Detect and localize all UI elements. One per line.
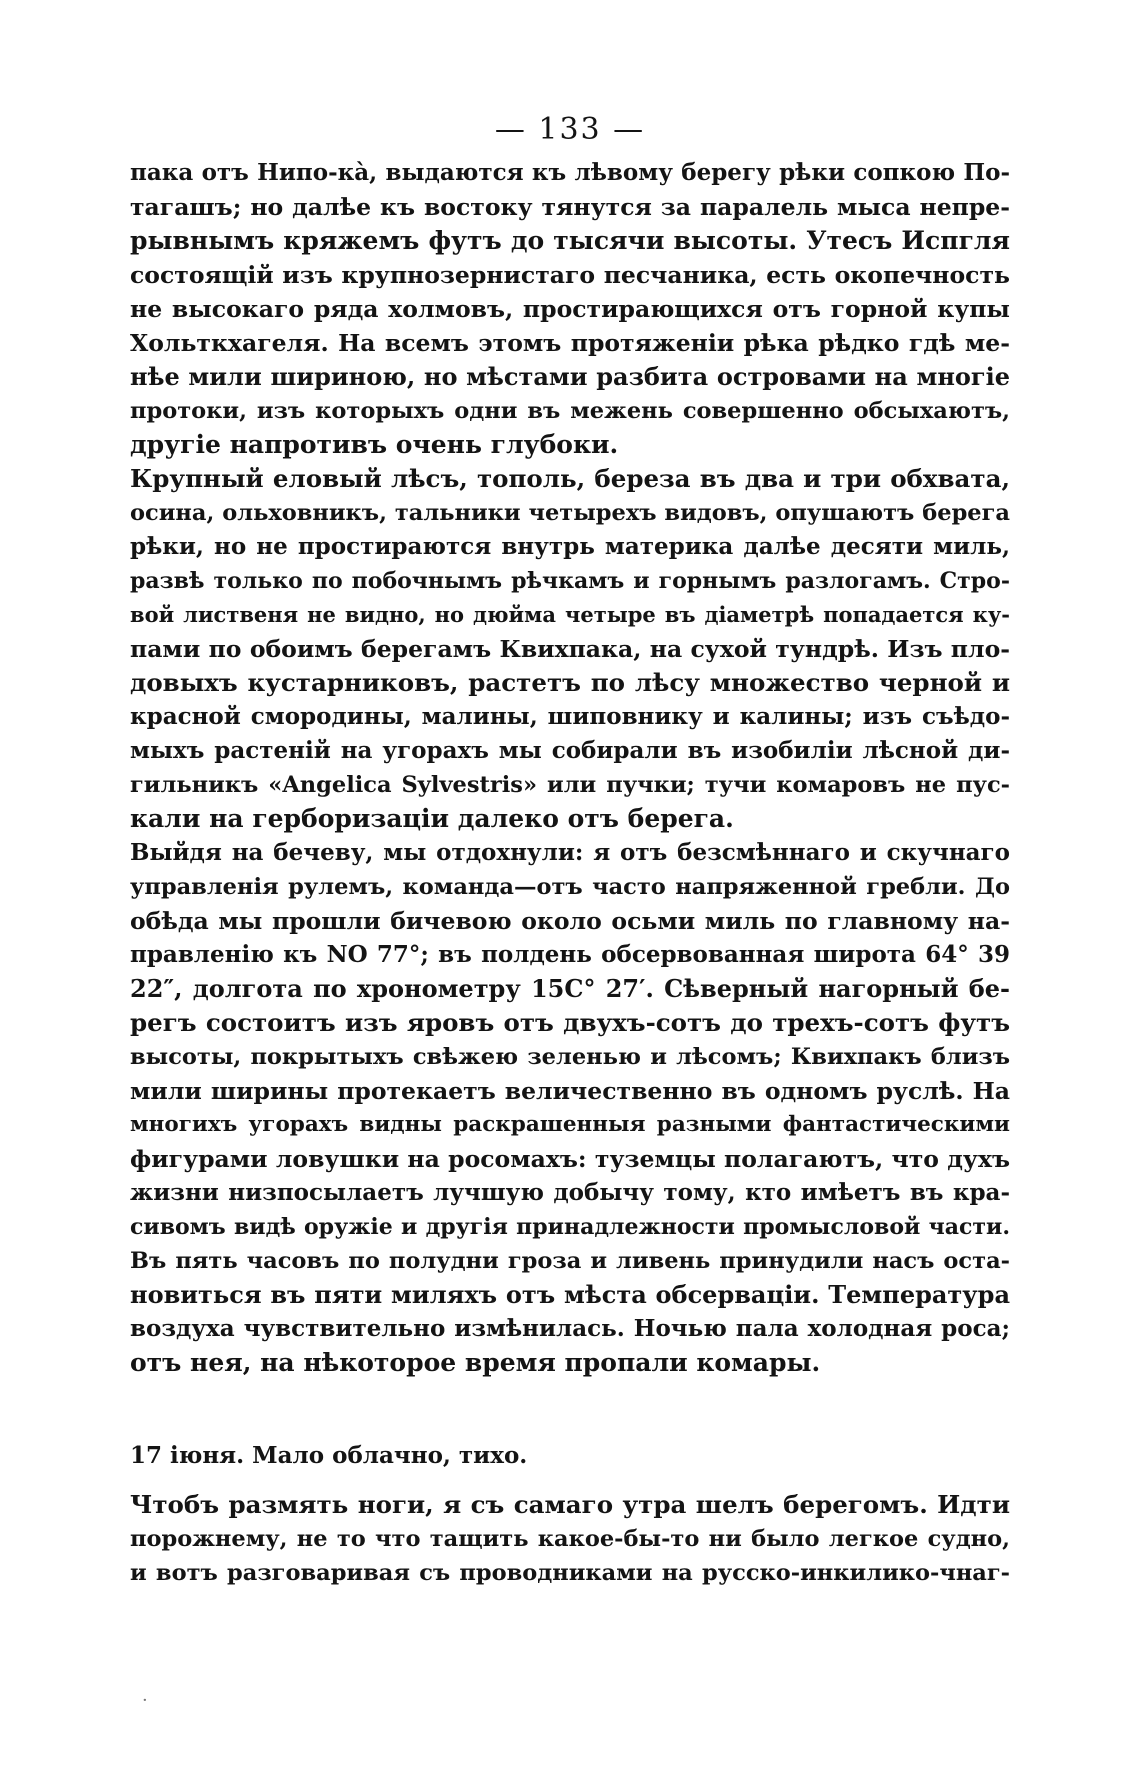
text-line: развѣ только по побочнымъ рѣчкамъ и горнымъ разлогамъ. Стро- [130, 568, 1010, 594]
text-line: жизни низпосылаетъ лучшую добычу тому, кто имѣетъ въ кра- [130, 1179, 1010, 1206]
text-line: осина, ольховникъ, тальники четырехъ видовъ, опушаютъ берега [130, 500, 1010, 526]
text-line: Хольткхагеля. На всемъ этомъ протяженіи рѣка рѣдко гдѣ ме- [130, 329, 1010, 357]
paragraph-3 [130, 836, 1010, 1380]
text-line: новиться въ пяти миляхъ отъ мѣста обсерваціи. Температура [130, 1280, 1010, 1309]
date-entry: 17 іюня. Мало облачно, тихо. [130, 1442, 528, 1469]
text-line: высоты, покрытыхъ свѣжею зеленью и лѣсомъ; Квихпакъ близъ [130, 1044, 1010, 1070]
scan-speck: · [142, 1690, 148, 1711]
text-line: Крупный еловый лѣсъ, тополь, береза въ два и три обхвата, [130, 464, 1010, 493]
text-line: тагашъ; но далѣе къ востоку тянутся за паралель мыса непре- [130, 193, 1010, 221]
text-line: гильникъ «Angelica Sylvestris» или пучки; тучи комаровъ не пус- [130, 772, 1010, 798]
paragraph-1 [130, 156, 1010, 462]
text-line: другіе напротивъ очень глубоки. [130, 430, 619, 459]
text-line: и вотъ разговаривая съ проводниками на русско-инкилико-чнаг- [130, 1560, 1010, 1586]
text-line: рывнымъ кряжемъ футъ до тысячи высоты. Утесъ Испгля [130, 226, 1010, 255]
text-line: протоки, изъ которыхъ одни въ межень совершенно обсыхаютъ, [130, 398, 1010, 424]
text-line: сивомъ видѣ оружіе и другія принадлежности промысловой части. [130, 1214, 1010, 1240]
text-line: кали на герборизаціи далеко отъ берега. [130, 804, 734, 833]
text-line: порожнему, не то что тащить какое-бы-то ни было легкое судно, [130, 1526, 1010, 1552]
text-line: Въ пять часовъ по полудни гроза и ливень принудили насъ оста- [130, 1248, 1010, 1274]
main-text [130, 156, 1010, 1380]
text-line: мыхъ растеній на угорахъ мы собирали въ изобиліи лѣсной ди- [130, 737, 1010, 764]
text-line: пака отъ Нипо-ка̀, выдаются къ лѣвому берегу рѣки сопкою По- [130, 159, 1010, 186]
text-line: рѣки, но не простираются внутрь материка далѣе десяти миль, [130, 533, 1010, 560]
text-line: не высокаго ряда холмовъ, простирающихся отъ горной купы [130, 295, 1010, 323]
text-line: многихъ угорахъ видны раскрашенныя разными фантастическими [130, 1112, 1010, 1137]
text-line: мили ширины протекаетъ величественно въ одномъ руслѣ. На [130, 1077, 1010, 1105]
text-line: Чтобъ размять ноги, я съ самаго утра шелъ берегомъ. Идти [130, 1490, 1010, 1519]
text-line: довыхъ кустарниковъ, растетъ по лѣсу множество черной и [130, 668, 1010, 697]
text-line: воздуха чувствительно измѣнилась. Ночью пала холодная роса; [130, 1315, 1010, 1342]
text-line: управленія рулемъ, команда—отъ часто напряженной гребли. До [130, 874, 1010, 900]
text-line: нѣе мили шириною, но мѣстами разбита островами на многіе [130, 362, 1010, 391]
paragraph-2 [130, 462, 1010, 836]
text-line: 22″, долгота по хронометру 15С° 27′. Сѣверный нагорный бе- [130, 974, 1010, 1003]
paragraph-4 [130, 1488, 1010, 1590]
text-line: вой лиственя не видно, но дюйма четыре въ діаметрѣ попадается ку- [130, 602, 1010, 627]
text-line: красной смородины, малины, шиповнику и калины; изъ съѣдо- [130, 703, 1010, 730]
text-line: регъ состоитъ изъ яровъ отъ двухъ-сотъ до трехъ-сотъ футъ [130, 1008, 1010, 1037]
text-line: пами по обоимъ берегамъ Квихпака, на сухой тундрѣ. Изъ пло- [130, 635, 1010, 663]
text-line: состоящій изъ крупнозернистаго песчаника, есть окопечность [130, 261, 1010, 289]
text-line: обѣда мы прошли бичевою около осьми миль по главному на- [130, 907, 1010, 935]
text-line: отъ нея, на нѣкоторое время пропали комары. [130, 1348, 821, 1377]
text-line: правленію къ NO 77°; въ полдень обсервованная широта 64° 39 [130, 941, 1010, 968]
page-number-header: — 133 — [494, 112, 646, 147]
text-line: Выйдя на бечеву, мы отдохнули: я отъ безсмѣннаго и скучнаго [130, 839, 1010, 866]
text-line: фигурами ловушки на росомахъ: туземцы полагаютъ, что духъ [130, 1145, 1010, 1173]
